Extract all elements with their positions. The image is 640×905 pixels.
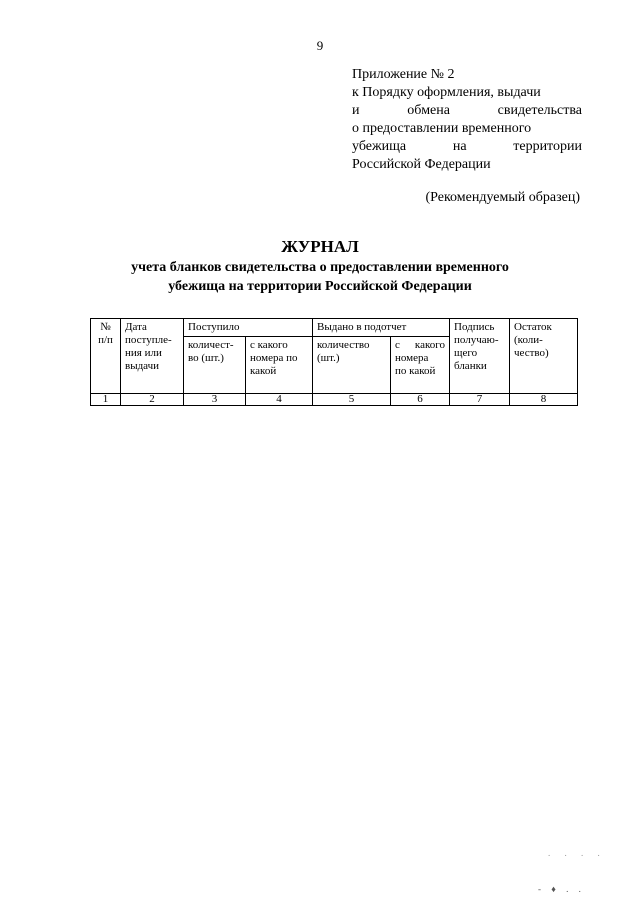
column-number: 4	[246, 394, 313, 406]
title-sub-line-1: учета бланков свидетельства о предоставлении временного	[131, 260, 509, 275]
column-number: 5	[313, 394, 391, 406]
column-number-row	[91, 394, 578, 406]
appendix-word: убежища	[352, 139, 407, 154]
column-number: 1	[91, 394, 121, 406]
appendix-line: о предоставлении временного	[352, 121, 532, 136]
column-number: 8	[510, 394, 578, 406]
appendix-line: Приложение № 2	[352, 67, 455, 82]
header-cell-date: Дата поступле- ния или выдачи	[121, 319, 184, 394]
subheader-received-quantity: количест- во (шт.)	[184, 337, 246, 394]
appendix-word: свидетельства	[497, 103, 582, 118]
subheader-issued-from-number: с какого номера по какой	[391, 337, 450, 394]
title-sub-line-2: убежища на территории Российской Федерации	[168, 279, 472, 294]
appendix-line	[352, 138, 582, 156]
header-cell-number: № п/п	[91, 319, 121, 394]
header-cell-remainder: Остаток (коли- чество)	[510, 319, 578, 394]
appendix-line	[352, 102, 582, 120]
column-number: 6	[391, 394, 450, 406]
document-title	[0, 236, 640, 296]
appendix-word: территории	[513, 139, 582, 154]
appendix-line: к Порядку оформления, выдачи	[352, 85, 541, 100]
header-cell-signature: Подпись получаю- щего бланки	[450, 319, 510, 394]
appendix-line: Российской Федерации	[352, 157, 491, 172]
scan-marks: - ♦ . .	[538, 884, 585, 894]
appendix-header	[352, 66, 582, 174]
header-cell-issued: Выдано в подотчет	[313, 319, 450, 337]
appendix-word: обмена	[407, 103, 450, 118]
appendix-word: на	[452, 139, 467, 154]
column-number: 3	[184, 394, 246, 406]
column-number: 7	[450, 394, 510, 406]
subheader-issued-quantity: количество (шт.)	[313, 337, 391, 394]
title-main: ЖУРНАЛ	[281, 237, 359, 256]
column-number: 2	[121, 394, 184, 406]
journal-table	[90, 318, 578, 406]
table-header-row	[91, 319, 578, 337]
sample-note: (Рекомендуемый образец)	[425, 190, 580, 205]
header-cell-received: Поступило	[184, 319, 313, 337]
scan-marks: . . . .	[548, 848, 606, 858]
page-number: 9	[316, 38, 324, 53]
appendix-word: и	[352, 103, 360, 118]
subheader-received-from-number: с какого номера по какой	[246, 337, 313, 394]
